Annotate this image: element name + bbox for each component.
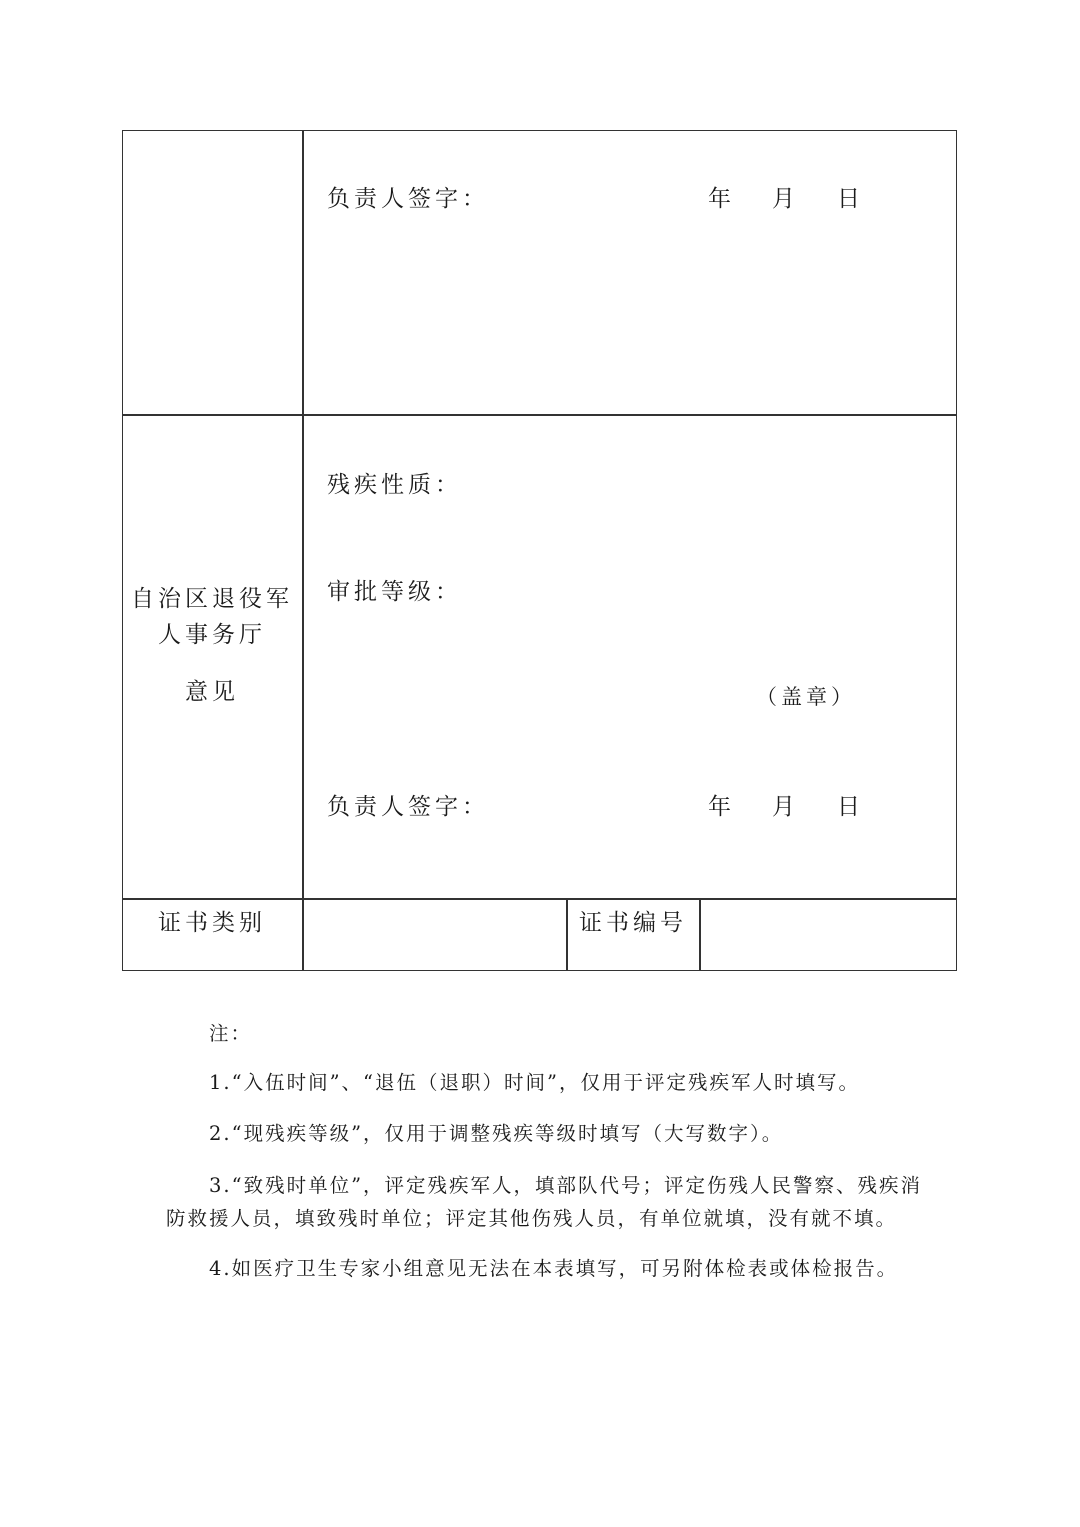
certificate-type-value[interactable] [304,912,566,936]
row1-signature-label: 负责人签字： [327,186,489,212]
notes-heading: 注： [209,1022,253,1045]
row1-year-label: 年 [708,186,735,212]
table-divider-vertical-main [302,130,304,971]
row1-day-label: 日 [837,186,864,212]
row2-year-label: 年 [708,794,735,820]
row2-signature-label: 负责人签字： [327,794,489,820]
form-table [122,130,957,971]
table-divider-row1-row2 [122,414,957,416]
table-divider-row2-row3 [122,898,957,900]
row2-header-line1: 自治区退役军 [131,586,293,612]
row2-header-line2: 人事务厅 [158,622,266,648]
note-item-2: 2.“现残疾等级”，仅用于调整残疾等级时填写（大写数字）。 [209,1122,784,1145]
certificate-number-label: 证书编号 [579,910,687,936]
note-item-1: 1.“入伍时间”、“退伍（退职）时间”，仅用于评定残疾军人时填写。 [209,1071,860,1094]
disability-nature-label: 残疾性质： [327,472,462,498]
row2-day-label: 日 [837,794,864,820]
certificate-number-value[interactable] [701,912,956,936]
row2-month-label: 月 [772,794,799,820]
row1-month-label: 月 [772,186,799,212]
approval-grade-label: 审批等级： [327,579,462,605]
note-item-3-line1: 3.“致残时单位”，评定残疾军人，填部队代号；评定伤残人民警察、残疾消 [209,1174,923,1197]
seal-label: （盖章） [756,685,856,709]
certificate-type-label: 证书类别 [158,910,266,936]
note-item-4: 4.如医疗卫生专家小组意见无法在本表填写，可另附体检表或体检报告。 [209,1257,899,1280]
note-item-3-line2: 防救援人员，填致残时单位；评定其他伤残人员，有单位就填，没有就不填。 [166,1207,898,1230]
row2-header-line3: 意见 [185,679,239,705]
